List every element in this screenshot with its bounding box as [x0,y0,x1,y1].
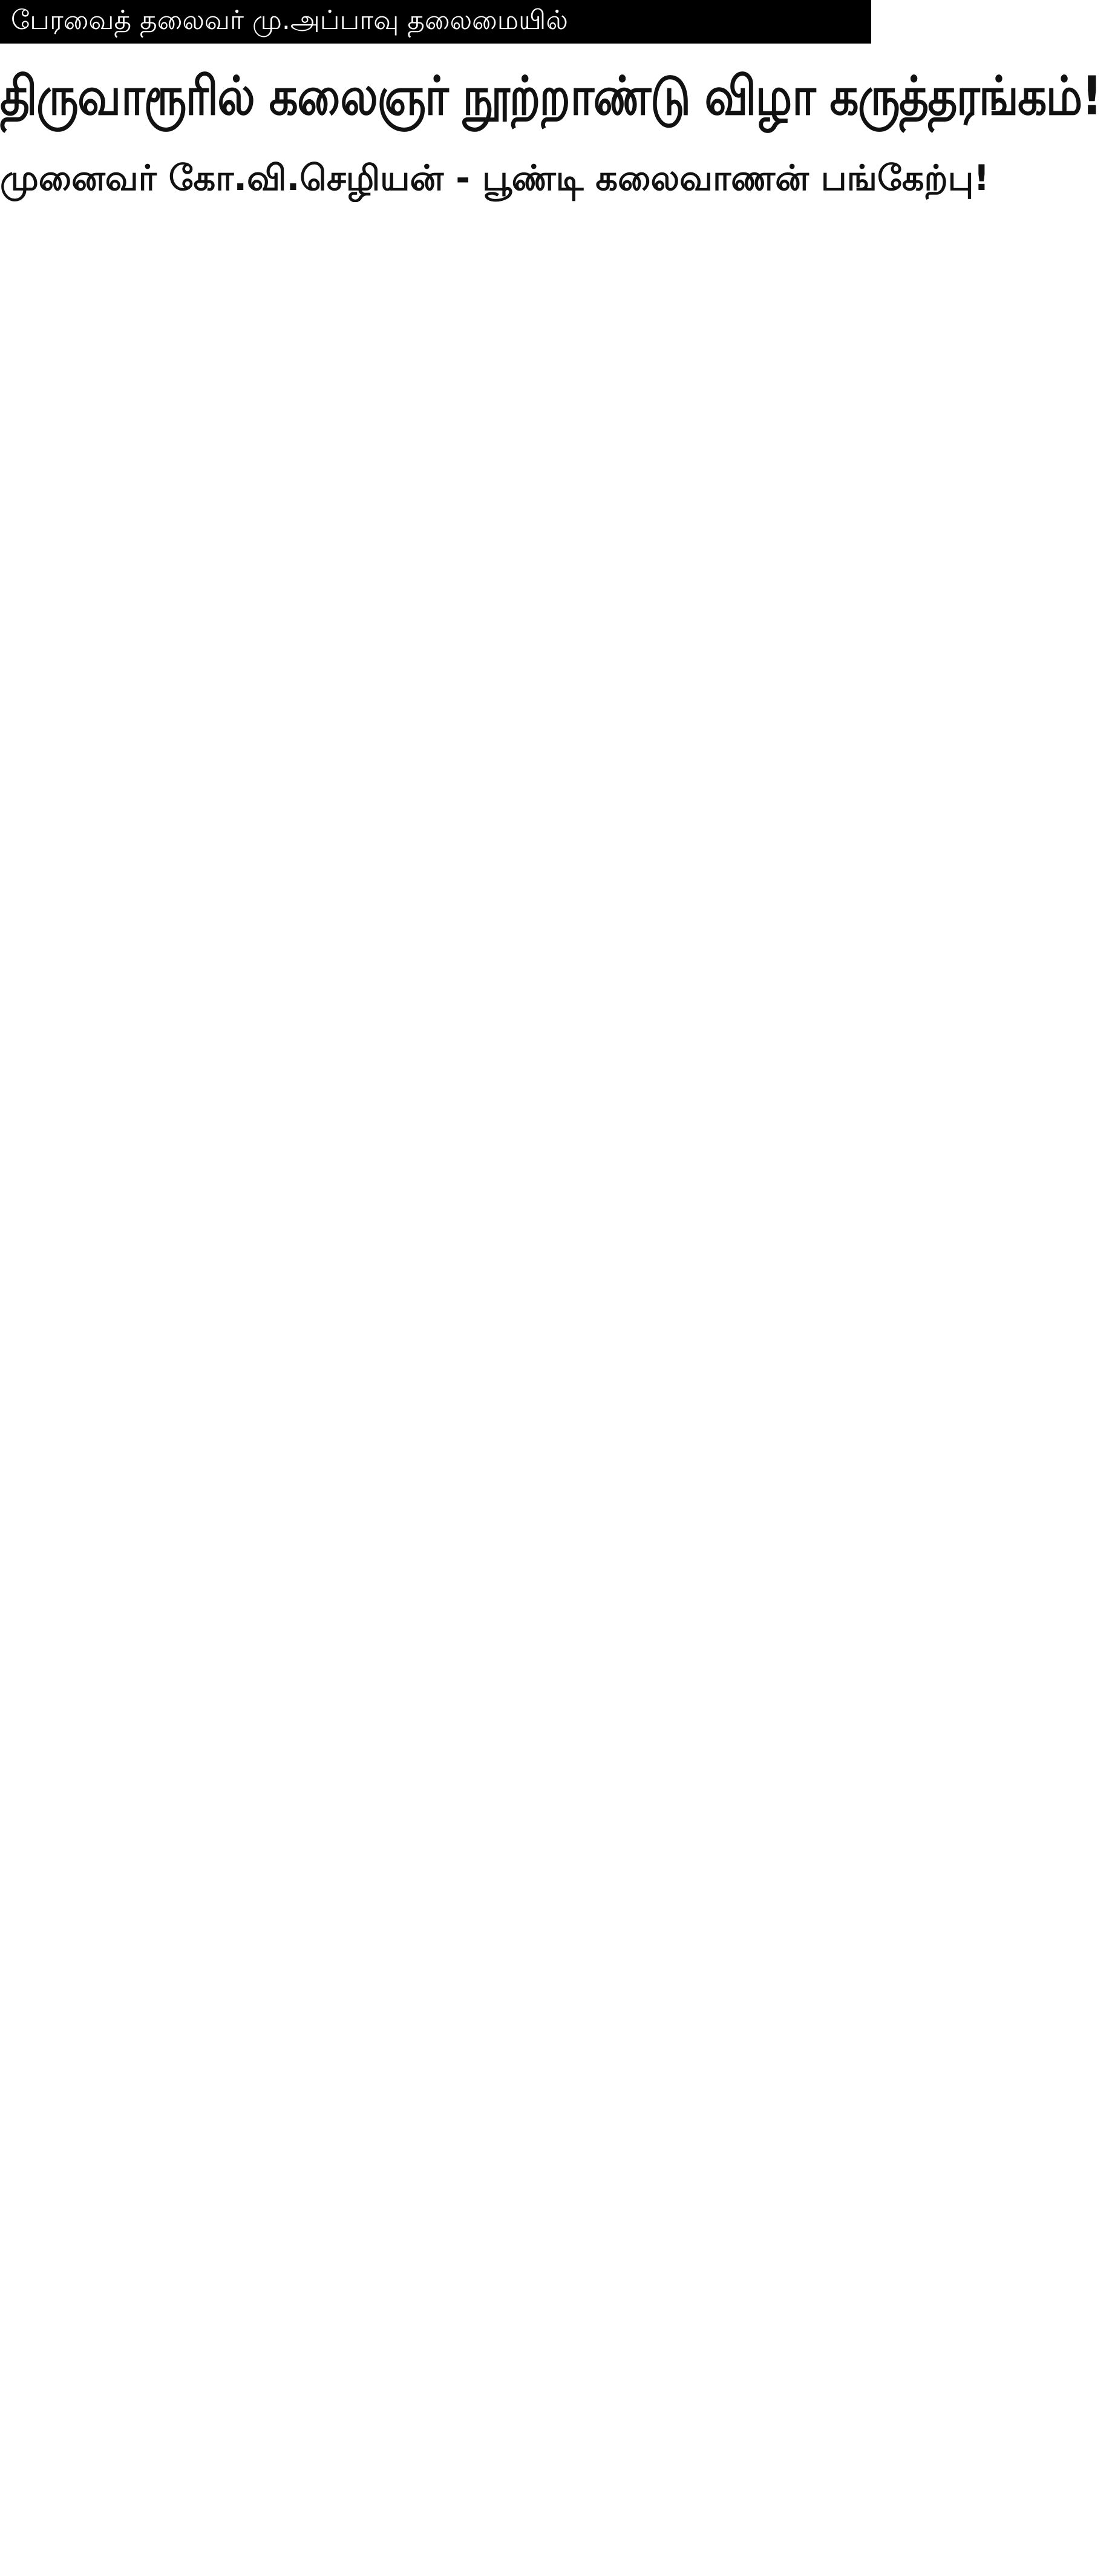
unreadable-article-body [0,218,1112,2576]
kicker-text: பேரவைத் தலைவர் மு.அப்பாவு தலைமையில் [11,4,568,36]
subheadline: முனைவர் கோ.வி.செழியன் - பூண்டி கலைவாணன் பங்கேற்பு! [0,157,990,198]
kicker-banner [0,0,871,44]
headline: திருவாரூரில் கலைஞர் நூற்றாண்டு விழா கருத்தரங்கம்! [0,65,1102,127]
